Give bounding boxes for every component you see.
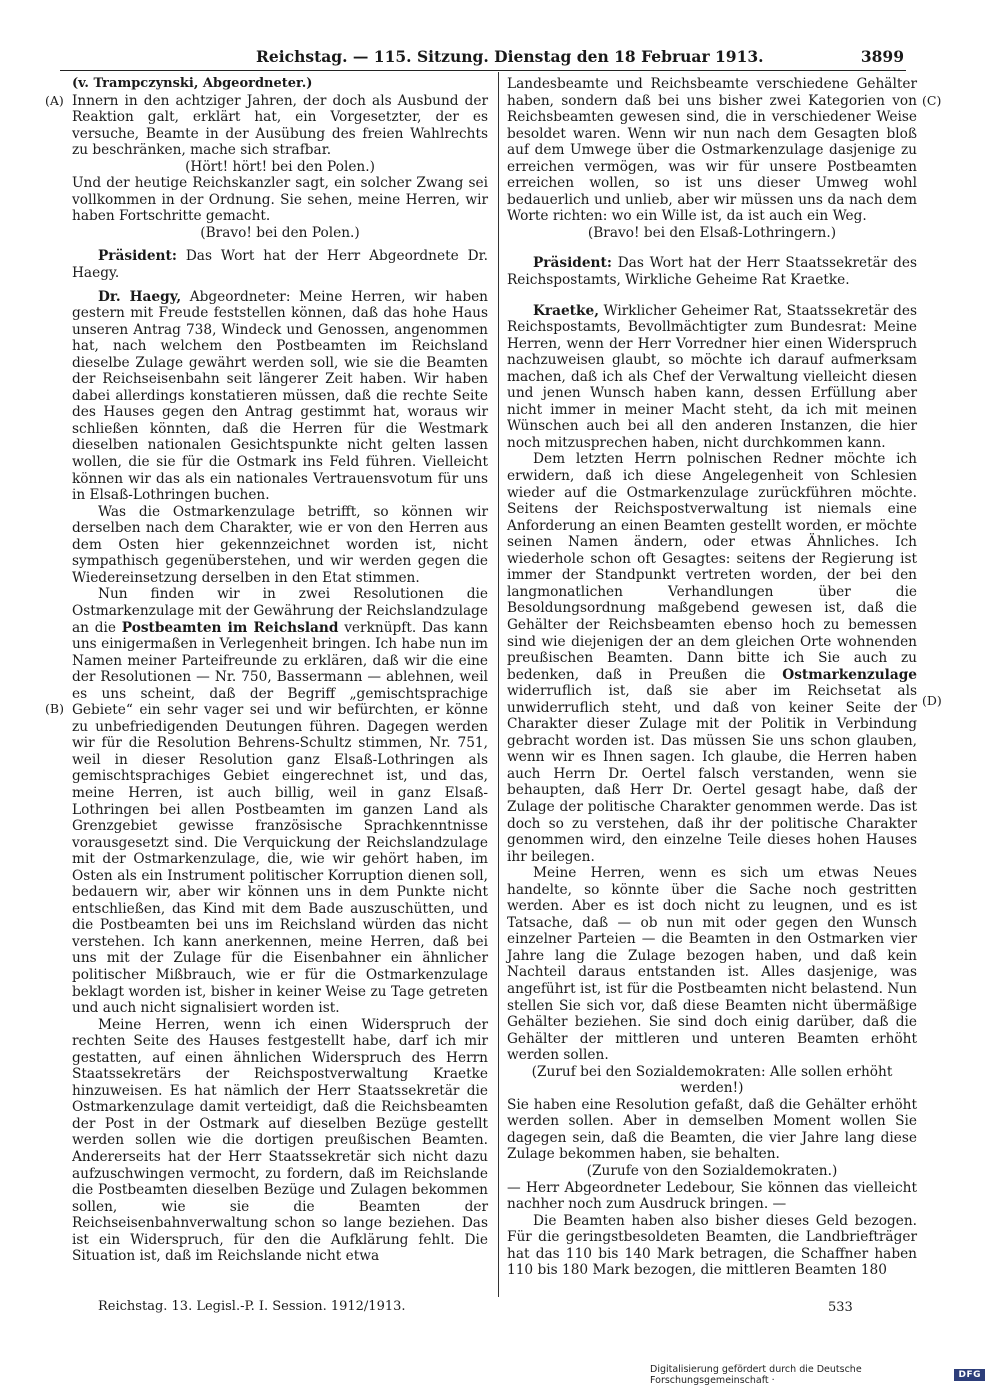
president-label: Präsident: (98, 248, 177, 265)
paragraph: Und der heutige Reichskanzler sagt, ein solcher Zwang sei vollkommen in der Ordnung. Sie sehen, meine Herren, wir haben Fortschritte gemacht. (72, 175, 488, 225)
president-text: Das Wort hat der Herr Abgeordnete Dr. Haegy. (72, 248, 488, 282)
text-run: widerruflich ist, daß sie aber im Reichsetat als unwiderruflich steht, und daß von keiner Seite der Charakter dieser Zulage mit der Politik in Verbindung gebracht worden ist. Das müssen Sie uns schon glauben, wenn wir es Ihnen sagen. Ich glaube, die Herren haben auch Herrn Dr. Oertel falsch verstanden, wenn sie behaupten, daß Herr Dr. Oertel gesagt habe, daß der Zulage der politische Charakter genommen werde. Das ist doch so zu verstehen, daß ihr der politische Charakter genommen wird, den einzelne Teile dieses hohen Hauses ihr beilegen. (507, 683, 917, 865)
interjection: (Bravo! bei den Polen.) (200, 224, 360, 241)
margin-mark-c: (C) (922, 93, 942, 108)
president-statement (507, 255, 917, 288)
paragraph-ostmark (507, 451, 917, 865)
footer-session: Reichstag. 13. Legisl.-P. I. Session. 1912/1913. (98, 1299, 406, 1314)
speech-kraetke (507, 303, 917, 452)
dfg-logo: DFG (954, 1369, 985, 1381)
footer-signature: 533 (828, 1300, 853, 1315)
text-run: Dem letzten Herrn polnischen Redner möchte ich erwidern, daß ich diese Angelegenheit von Schlesien wieder auf die Ostmarkenzulage zurückführen möchte. Seitens der Reichspostverwaltung ist niemals eine Anforderung an einen Beamten gestellt worden, er möchte seinen Namen ändern, oder etwas Ähnliches. Ich wiederhole schon oft Gesagtes: seitens der Regierung ist immer der Standpunkt vertreten worden, der bei den langmonatlichen Verhandlungen über die Besoldungsordnung maßgebend gewesen ist, daß die Gehälter der Reichsbeamten ebenso hoch zu bemessen sind wie diejenigen der an dem gleichen Orte wohnenden preußischen Beamten. Dann bitte ich Sie auch zu bedenken, daß in Preußen die (507, 451, 917, 683)
president-label: Präsident: (533, 255, 612, 272)
paragraph: Abgeordneter: Meine Herren, wir haben gestern mit Freude feststellen können, daß das hohe Haus unseren Antrag 738, Windeck und Genossen, angenommen hat, nach welchem den Postbeamten im Reichsland dieselbe Zulage gewährt werden soll, wie sie die Beamten der Reichseisenbahn seit längerer Zeit haben. Wir haben dabei allerdings konstatieren müssen, daß die rechte Seite des Hauses gegen den Antrag gestimmt hat, woraus wir schließen könnten, daß die Herren für die Westmark dieselben nationalen Gesichtspunkte nicht gelten lassen wollen, die sie für die Ostmark ins Feld führen. Vielleicht können wir das als ein nationales Vertrauensvotum für uns in Elsaß-Lothringen buchen. (72, 288, 488, 504)
interjection: (Zurufe von den Sozialdemokraten.) (586, 1163, 838, 1179)
header-title: Reichstag. — 115. Sitzung. Dienstag den 18 Februar 1913. (256, 47, 764, 66)
paragraph: — Herr Abgeordneter Ledebour, Sie können das vielleicht nachher noch zum Ausdruck bringen. — (507, 1179, 917, 1213)
paragraph-resolutions (72, 586, 488, 1016)
speaker-header: (v. Trampczynski, Abgeordneter.) (72, 76, 313, 91)
header-rule (60, 70, 906, 71)
running-header (96, 47, 904, 69)
left-column (72, 76, 488, 1265)
emphasis: Postbeamten im Reichsland (121, 619, 339, 636)
paragraph: Sie haben eine Resolution gefaßt, daß die Gehälter erhöht werden sollen. Aber in demselben Moment wollen Sie dagegen sein, daß die Beamten, die vier Jahre lang diese Zulage bekommen haben, sie behalten. (507, 1096, 917, 1163)
margin-mark-d: (D) (922, 693, 942, 708)
page-number: 3899 (860, 47, 904, 66)
dfg-credit-text: Digitalisierung gefördert durch die Deutsche Forschungsgemeinschaft · (650, 1364, 862, 1386)
emphasis: Ostmarkenzulage (782, 666, 917, 683)
paragraph: Was die Ostmarkenzulage betrifft, so können wir derselben nach dem Charakter, wie er von den Herren aus dem Osten hier gekennzeichnet worden ist, nicht sympathisch gegenüberstehen, und wir werden gegen die Wiedereinsetzung derselben in den Etat stimmen. (72, 503, 488, 586)
paragraph: Landesbeamte und Reichsbeamte verschiedene Gehälter haben, sondern daß bei uns bisher zwei Kategorien von Reichsbeamten gewesen sind, die in verschiedener Weise besoldet waren. Wenn wir nun nach dem Gesagten bloß auf dem Umwege über die Ostmarkenzulage dasjenige zu erreichen vermögen, was wir für unsere Postbeamten erreichen wollen, so ist uns dieser Umweg wohl bedauerlich und unlieb, aber wir müssen uns da nach dem Worte richten: wo ein Wille ist, da ist auch ein Weg. (507, 76, 917, 225)
paragraph: Innern in den achtziger Jahren, der doch als Ausbund der Reaktion galt, erklärt hat, ein Vorgesetzter, der es versuche, Beamte in der Ausübung des freien Wahlrechts zu beschränken, mache sich strafbar. (72, 92, 488, 159)
paragraph: Wirklicher Geheimer Rat, Staatssekretär des Reichspostamts, Bevollmächtigter zum Bundesrat: Meine Herren, wenn der Herr Vorredner hier einen Widerspruch nachzuweisen glaubt, so möchte ich darauf aufmerksam machen, daß ich als Chef der Verwaltung vielleicht diesen und jenen Wunsch haben kann, dessen Erfüllung aber nicht immer in meiner Macht steht, da ich mit meinen Wünschen auch bei all den anderen Instanzen, die hier noch mitzusprechen haben, nicht durchkommen kann. (507, 302, 917, 451)
margin-mark-b: (B) (45, 701, 64, 716)
paragraph: Meine Herren, wenn ich einen Widerspruch der rechten Seite des Hauses festgestellt habe, darf ich mir gestatten, auf einen ähnlichen Widerspruch des Herrn Staatssekretärs der Reichspostverwaltung Kraetke hinzuweisen. Es hat nämlich der Herr Staatssekretär die Ostmarkenzulage damit verteidigt, daß die Reichsbeamten der Post in der Ostmark auf dieselben Bezüge gestellt werden sollen wie die dortigen preußischen Beamten. Andererseits hat der Herr Staatssekretär sich nicht dazu aufzuschwingen vermocht, zu fordern, daß im Reichslande die Postbeamten dieselben Bezüge und Zulagen bekommen sollen, wie sie die Beamten der Reichseisenbahnverwaltung schon so lange beziehen. Das ist ein Widerspruch, für den die Aufklärung fehlt. Die Situation ist, daß im Reichslande nicht etwa (72, 1016, 488, 1265)
margin-mark-a: (A) (45, 93, 64, 108)
speech-haegy (72, 289, 488, 504)
president-statement (72, 248, 488, 281)
paragraph: Meine Herren, wenn es sich um etwas Neues handelte, so könnte über die Sache noch gestritten werden. Aber es ist doch nicht zu leugnen, und es ist Tatsache, daß — ob nun mit oder gegen den Wunsch einzelner Parteien — die Beamten in den Ostmarken vier Jahre lang die Zulage bezogen haben, und daß kein Nachteil daraus entstanden ist. Alles dasjenige, was angeführt ist, ist für die Postbeamten nicht belastend. Nun stellen Sie sich vor, daß diese Beamten nicht übermäßige Gehälter beziehen. Sie sind doch einig darüber, daß die Gehälter der mittleren und unteren Beamten erhöht werden sollen. (507, 865, 917, 1064)
interjection: (Bravo! bei den Elsaß-Lothringern.) (587, 224, 837, 241)
text-run: Nun finden wir in zwei Resolutionen die Ostmarkenzulage mit der Gewährung der Reichslandzulage an die (72, 586, 488, 636)
speaker-name-haegy: Dr. Haegy, (98, 288, 182, 305)
column-divider (498, 72, 499, 1297)
right-column (507, 76, 917, 1279)
speaker-name-kraetke: Kraetke, (533, 302, 599, 319)
president-text: Das Wort hat der Herr Staatssekretär des Reichspostamts, Wirkliche Geheime Rat Kraetke. (507, 255, 917, 289)
dfg-credit (650, 1364, 985, 1386)
interjection: (Hört! hört! bei den Polen.) (185, 158, 375, 175)
text-run: verknüpft. Das kann uns einigermaßen in Verlegenheit bringen. Ich habe nun im Namen meiner Parteifreunde zu erklären, daß wir die eine der Resolutionen — Nr. 750, Bassermann — ablehnen, weil es uns scheint, daß der Begriff „gemischtsprachige Gebiete“ ein sehr vager sei und wir befürchten, er könne zu unbefriedigenden Deutungen führen. Dagegen werden wir für die Resolution Behrens-Schultz stimmen, Nr. 751, weil in dieser Resolution ganz Elsaß-Lothringen als gemischtsprachiges Gebiet eingerechnet ist, und das, meine Herren, ist auch billig, weil in ganz Elsaß-Lothringen bei allen Postbeamten im ganzen Land als Grenzgebiet gewisse französische Sprachkenntnisse vorausgesetzt sind. Die Verquickung der Reichslandzulage mit der Ostmarkenzulage, die, wie wir gehört haben, im Osten als ein Instrument politischer Korruption dienen soll, bedauern wir, aber wir können uns in dem Punkte nicht entschließen, das Kind mit dem Bade auszuschütten, und die Postbeamten bei uns im Reichsland würden das nicht verstehen. Ich kann anerkennen, meine Herren, daß bei uns mit der Zulage für die Eisenbahner ein ähnlicher politischer Mißbrauch, wie er für die Ostmarkenzulage beklagt worden ist, bisher in keiner Weise zu Tage getreten und auch nicht signalisiert worden ist. (72, 619, 488, 1017)
interjection: (Zuruf bei den Sozialdemokraten: Alle sollen erhöht werden!) (531, 1063, 893, 1097)
paragraph: Die Beamten haben also bisher dieses Geld bezogen. Für die geringstbesoldeten Beamten, die Landbriefträger hat das 110 bis 140 Mark betragen, die Schaffner haben 110 bis 180 Mark bezogen, die mittleren Beamten 180 (507, 1212, 917, 1279)
